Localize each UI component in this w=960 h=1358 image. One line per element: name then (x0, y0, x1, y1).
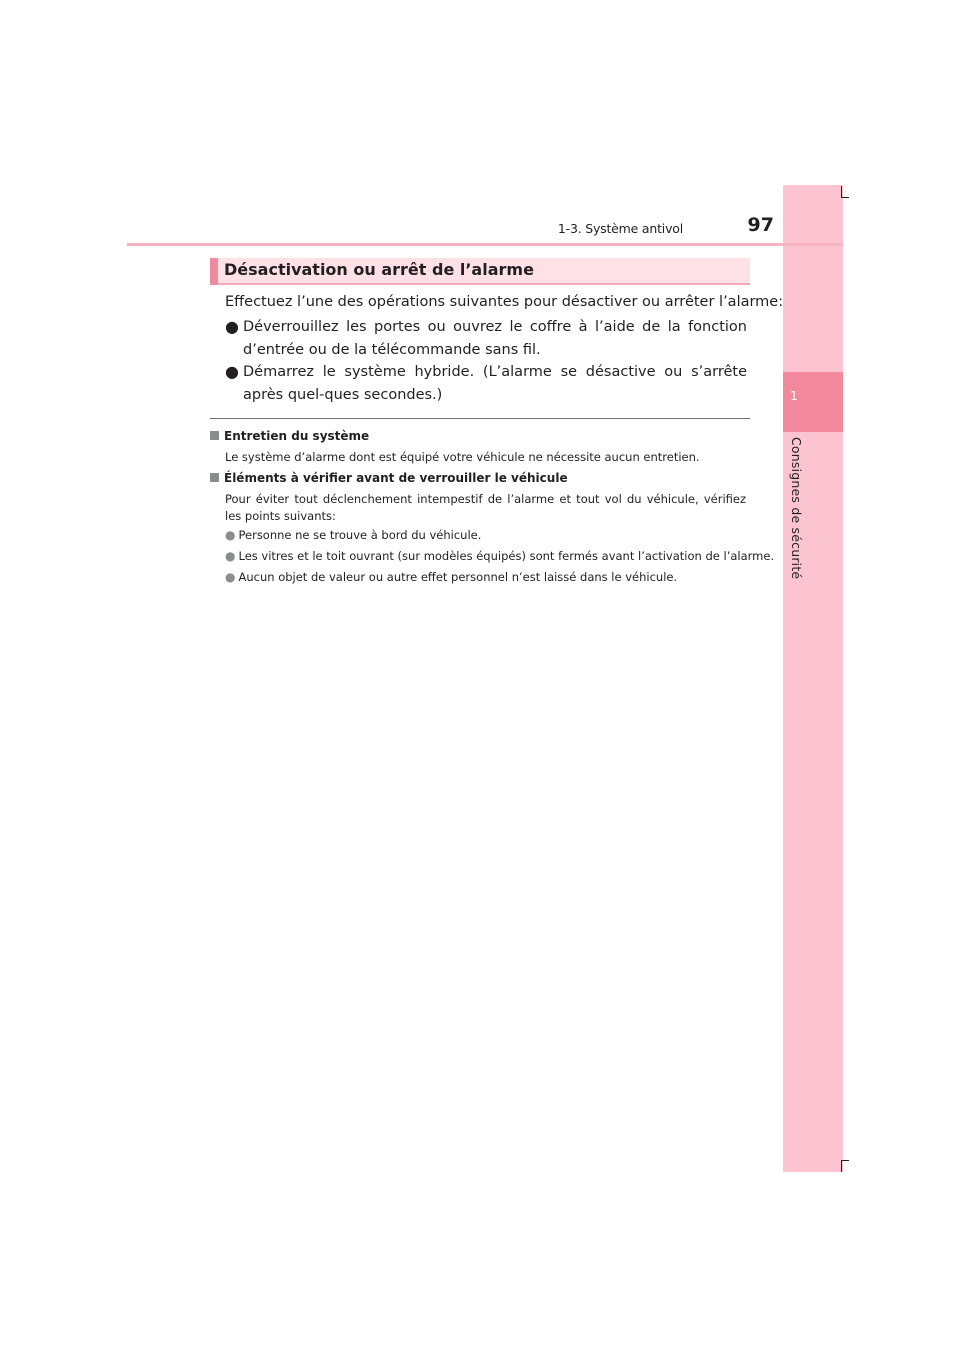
list-item (225, 528, 750, 542)
bullet-icon: ● (225, 528, 236, 542)
note-body: Le système d’alarme dont est équipé votre véhicule ne nécessite aucun entretien. (225, 450, 700, 464)
list-item (225, 361, 747, 406)
crop-mark (841, 1160, 849, 1161)
section-title: Désactivation ou arrêt de l’alarme (224, 260, 534, 279)
note-heading-text: Éléments à vérifier avant de verrouiller le véhicule (224, 471, 568, 485)
square-bullet-icon (210, 431, 219, 440)
chapter-title: Consignes de sécurité (789, 437, 804, 580)
section-divider (210, 418, 750, 419)
chapter-side-tab (783, 185, 843, 1172)
list-item (225, 549, 775, 563)
list-item (225, 316, 747, 361)
note-heading (210, 429, 369, 443)
header-rule (127, 243, 843, 246)
square-bullet-icon (210, 473, 219, 482)
list-item (225, 570, 750, 584)
note-heading (210, 471, 568, 485)
bullet-icon: ● (225, 362, 239, 381)
bullet-icon: ● (225, 570, 236, 584)
page-number: 97 (747, 214, 774, 236)
running-header-section: 1-3. Système antivol (557, 221, 683, 236)
list-item-text: Démarrez le système hybride. (L’alarme se désactive ou s’arrête après quel-ques secondes.) (243, 364, 747, 403)
chapter-number: 1 (790, 389, 798, 403)
list-item-text: Personne ne se trouve à bord du véhicule. (238, 528, 482, 542)
crop-mark (841, 197, 849, 198)
section-heading-accent (210, 258, 218, 285)
bullet-icon: ● (225, 549, 236, 563)
bullet-icon: ● (225, 317, 239, 336)
list-item-text: Aucun objet de valeur ou autre effet personnel n’est laissé dans le véhicule. (238, 570, 678, 584)
note-body: Pour éviter tout déclenchement intempestif de l’alarme et tout vol du véhicule, vérifiez les points suivants: (225, 492, 746, 523)
list-item-text: Déverrouillez les portes ou ouvrez le coffre à l’aide de la fonction d’entrée ou de la télécommande sans fil. (243, 319, 747, 358)
list-item-text: Les vitres et le toit ouvrant (sur modèles équipés) sont fermés avant l’activation de l’alarme. (238, 549, 775, 563)
crop-mark (841, 1160, 842, 1172)
note-heading-text: Entretien du système (224, 429, 370, 443)
section-intro: Effectuez l’une des opérations suivantes pour désactiver ou arrêter l’alarme: (225, 294, 784, 310)
